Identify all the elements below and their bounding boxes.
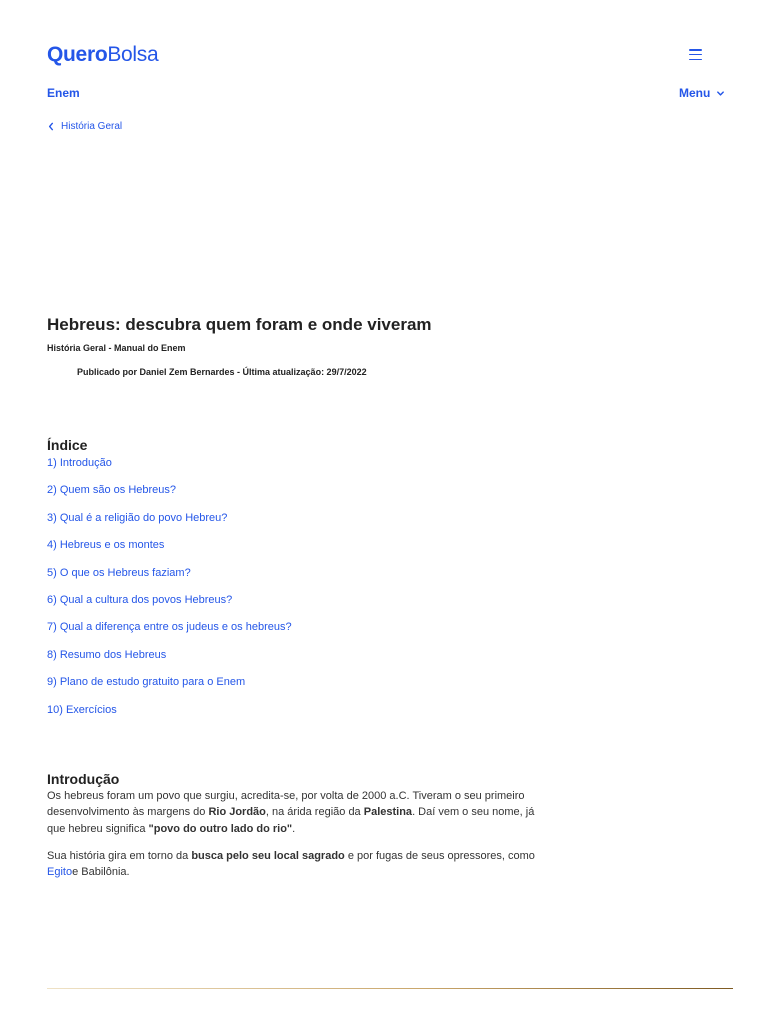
- toc-item: [47, 592, 292, 619]
- querobolsa-logo[interactable]: [47, 43, 158, 67]
- breadcrumb-label: História Geral: [61, 121, 123, 132]
- toc-link-faziam[interactable]: 5) O que os Hebreus faziam?: [47, 566, 191, 579]
- toc-item: [47, 537, 292, 564]
- toc-link-resumo[interactable]: 8) Resumo dos Hebreus: [47, 648, 167, 661]
- intro-paragraph-1: [47, 788, 537, 837]
- egito-link[interactable]: Egito: [47, 866, 73, 879]
- text: e por fugas de seus opressores, como: [344, 850, 535, 862]
- toc-item: [47, 510, 292, 537]
- toc-heading: Índice: [47, 437, 88, 453]
- menu-label: Menu: [679, 86, 711, 100]
- text: e Babilônia.: [72, 866, 130, 879]
- logo-light: Bolsa: [107, 43, 159, 66]
- bold-palestina: Palestina: [363, 806, 413, 819]
- toc-item: [47, 674, 292, 701]
- bold-povo-outro-lado: "povo do outro lado do rio": [148, 822, 293, 835]
- menu-dropdown-button[interactable]: [679, 86, 725, 100]
- article-subtitle: História Geral - Manual do Enem: [47, 343, 186, 353]
- toc-item: [47, 482, 292, 509]
- toc-link-plano-estudo[interactable]: 9) Plano de estudo gratuito para o Enem: [47, 676, 246, 689]
- toc-link-religiao[interactable]: 3) Qual é a religião do povo Hebreu?: [47, 511, 228, 524]
- text: Sua história gira em torno da: [47, 850, 192, 862]
- text: .: [292, 822, 296, 835]
- text: Os hebreus foram um povo que surgiu, acredita-se, por volta de 2000 a.C. Tiveram o seu primeiro desenvolvimento às margens do: [47, 790, 525, 819]
- chevron-left-icon: [47, 122, 55, 131]
- divider: [47, 988, 733, 989]
- toc-link-cultura[interactable]: 6) Qual a cultura dos povos Hebreus?: [47, 593, 233, 606]
- toc-item: [47, 565, 292, 592]
- intro-paragraph-2: [47, 848, 537, 881]
- text: . Daí vem o seu nome, já que hebreu significa: [47, 806, 535, 835]
- page-title: Hebreus: descubra quem foram e onde viveram: [47, 315, 432, 334]
- toc-link-quem-sao[interactable]: 2) Quem são os Hebreus?: [47, 484, 177, 497]
- bold-busca-local-sagrado: busca pelo seu local sagrado: [191, 850, 345, 862]
- toc-item: [47, 455, 292, 482]
- text: , na árida região da: [265, 806, 364, 819]
- toc-item: [47, 647, 292, 674]
- hamburger-icon[interactable]: [689, 49, 702, 60]
- toc-item: [47, 702, 292, 729]
- intro-heading: Introdução: [47, 771, 120, 787]
- toc-link-diferenca[interactable]: 7) Qual a diferença entre os judeus e os hebreus?: [47, 621, 292, 634]
- logo-bold: Quero: [47, 43, 108, 66]
- toc-item: [47, 619, 292, 646]
- toc-link-introducao[interactable]: 1) Introdução: [47, 457, 112, 469]
- bold-rio-jordao: Rio Jordão: [208, 806, 266, 819]
- breadcrumb[interactable]: [47, 121, 122, 132]
- author-line: Publicado por Daniel Zem Bernardes - Última atualização: 29/7/2022: [77, 367, 367, 377]
- toc-link-montes[interactable]: 4) Hebreus e os montes: [47, 539, 165, 552]
- toc-list: [47, 455, 292, 729]
- toc-link-exercicios[interactable]: 10) Exercícios: [47, 703, 117, 716]
- chevron-down-icon: [716, 89, 725, 98]
- nav-enem-link[interactable]: Enem: [47, 86, 80, 100]
